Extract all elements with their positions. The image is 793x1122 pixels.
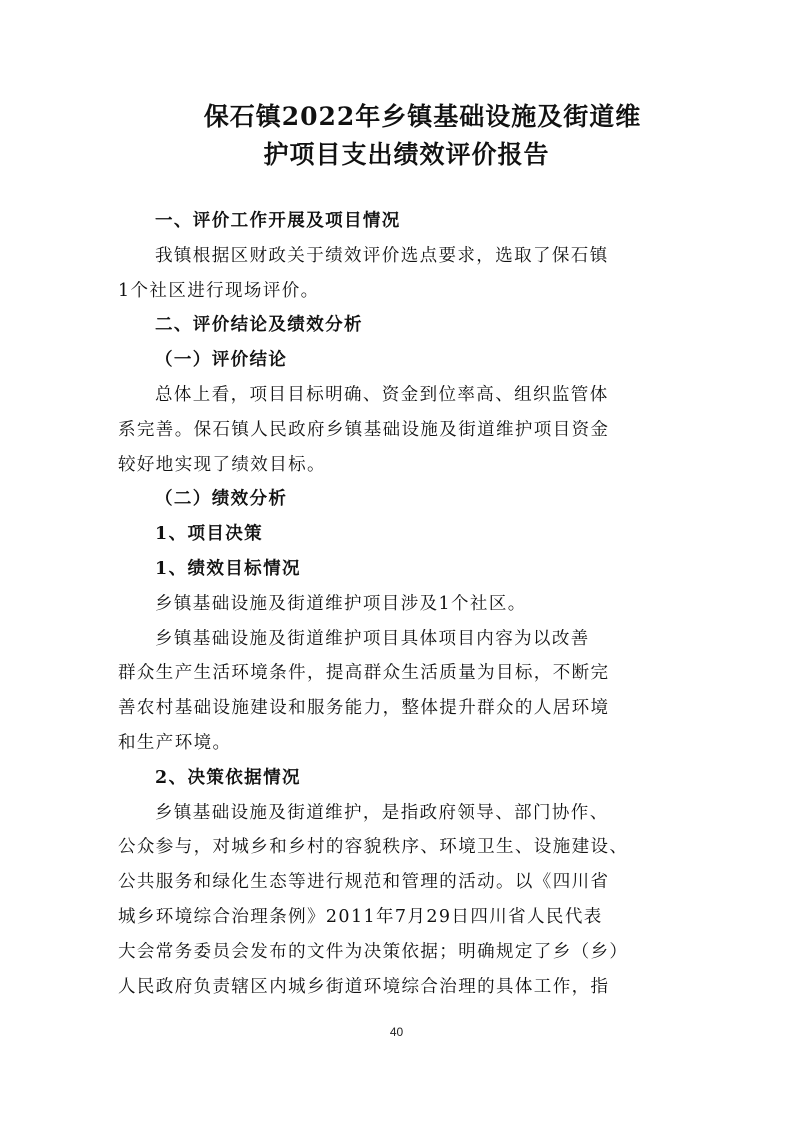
paragraph-line: 较好地实现了绩效目标。 — [118, 454, 326, 475]
paragraph-line: 群众生产生活环境条件，提高群众生活质量为目标，不断完 — [118, 663, 610, 684]
paragraph-line: 大会常务委员会发布的文件为决策依据；明确规定了乡（乡） — [118, 941, 629, 962]
page-number: 40 — [389, 1025, 404, 1039]
paragraph-line: 我镇根据区财政关于绩效评价选点要求，选取了保石镇 — [155, 245, 609, 266]
paragraph-line: 1个社区进行现场评价。 — [118, 280, 320, 301]
paragraph-line: 系完善。保石镇人民政府乡镇基础设施及街道维护项目资金 — [118, 419, 610, 440]
paragraph-line: 乡镇基础设施及街道维护，是指政府领导、部门协作、 — [155, 802, 609, 823]
report-title-line-2: 护项目支出绩效评价报告 — [263, 140, 550, 169]
paragraph-line: 乡镇基础设施及街道维护项目涉及1个社区。 — [155, 593, 527, 614]
section-heading: 2、决策依据情况 — [155, 767, 301, 788]
paragraph-line: 乡镇基础设施及街道维护项目具体项目内容为以改善 — [155, 628, 590, 649]
section-heading: （一）评价结论 — [155, 350, 288, 371]
paragraph-line: 城乡环境综合治理条例》2011年7月29日四川省人民代表 — [118, 906, 603, 927]
paragraph-line: 人民政府负责辖区内城乡街道环境综合治理的具体工作，指 — [118, 976, 610, 997]
section-heading: 二、评价结论及绩效分析 — [155, 315, 363, 336]
report-body — [118, 204, 678, 1004]
paragraph-line: 公众参与，对城乡和乡村的容貌秩序、环境卫生、设施建设、 — [118, 837, 629, 858]
paragraph-line: 总体上看，项目目标明确、资金到位率高、组织监管体 — [155, 384, 609, 405]
report-title-line-1: 保石镇2022年乡镇基础设施及街道维 — [203, 102, 642, 131]
section-heading: 1、项目决策 — [155, 524, 264, 545]
paragraph-line: 善农村基础设施建设和服务能力，整体提升群众的人居环境 — [118, 698, 610, 719]
section-heading: 一、评价工作开展及项目情况 — [155, 211, 401, 231]
paragraph-line: 公共服务和绿化生态等进行规范和管理的活动。以《四川省 — [118, 872, 610, 893]
paragraph-line: 和生产环境。 — [118, 732, 232, 753]
section-heading: 1、绩效目标情况 — [155, 558, 301, 579]
section-heading: （二）绩效分析 — [155, 489, 288, 510]
